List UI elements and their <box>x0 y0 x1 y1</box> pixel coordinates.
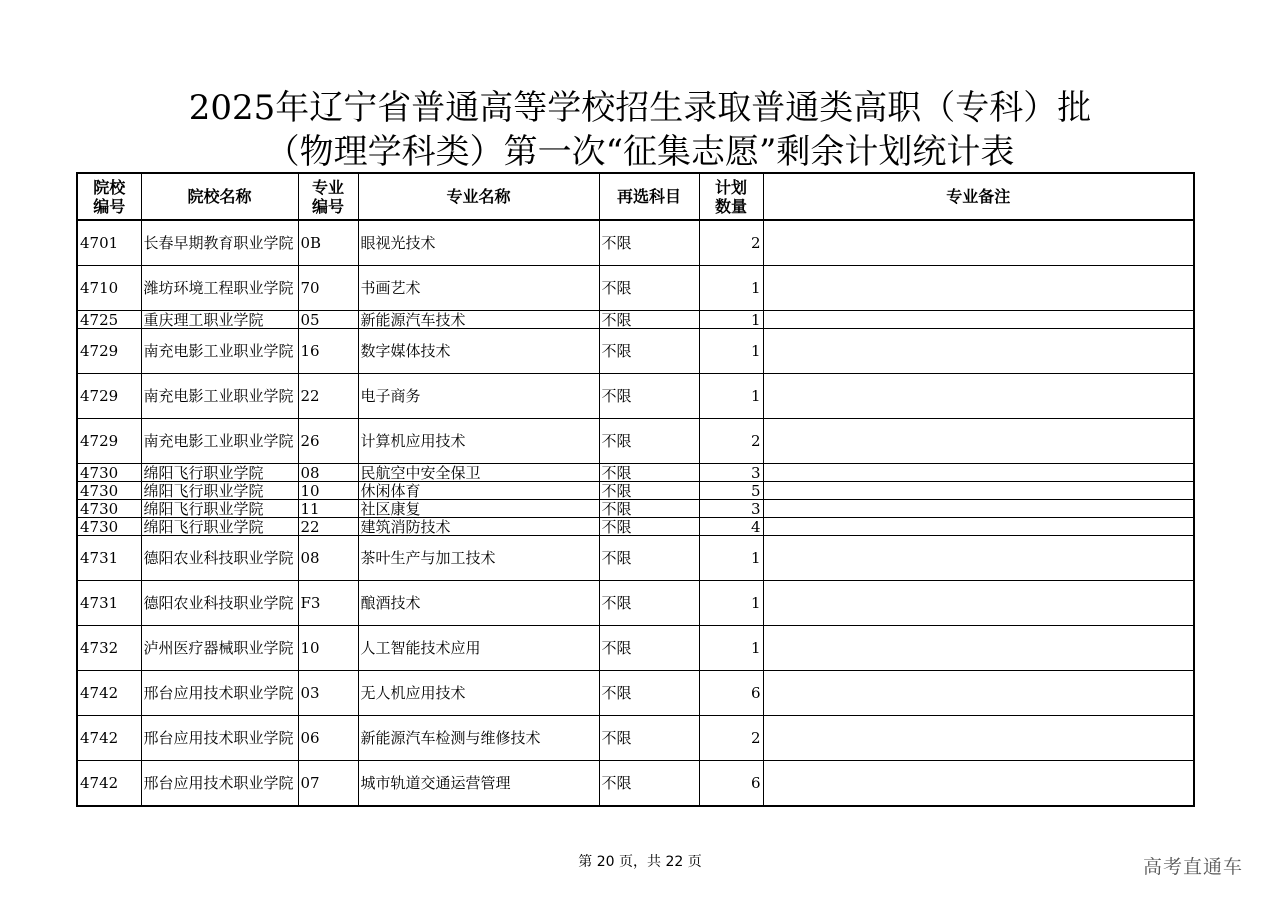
cell-subject: 不限 <box>599 761 699 807</box>
cell-major-code: 0B <box>298 220 358 266</box>
cell-note <box>763 671 1194 716</box>
cell-major-code: 70 <box>298 266 358 311</box>
cell-major-name: 无人机应用技术 <box>358 671 599 716</box>
table-row <box>77 626 1194 671</box>
cell-school-code: 4725 <box>77 311 141 329</box>
cell-school-name: 重庆理工职业学院 <box>141 311 298 329</box>
cell-school-name: 潍坊环境工程职业学院 <box>141 266 298 311</box>
cell-major-code: 22 <box>298 518 358 536</box>
cell-subject: 不限 <box>599 374 699 419</box>
cell-subject: 不限 <box>599 266 699 311</box>
cell-school-name: 邢台应用技术职业学院 <box>141 716 298 761</box>
cell-major-code: 10 <box>298 482 358 500</box>
cell-school-code: 4701 <box>77 220 141 266</box>
cell-plan: 1 <box>699 311 763 329</box>
cell-major-name: 眼视光技术 <box>358 220 599 266</box>
header-major-name: 专业名称 <box>358 173 599 220</box>
cell-school-code: 4742 <box>77 761 141 807</box>
cell-subject: 不限 <box>599 464 699 482</box>
cell-major-code: 05 <box>298 311 358 329</box>
cell-plan: 5 <box>699 482 763 500</box>
table-row <box>77 518 1194 536</box>
cell-plan: 2 <box>699 419 763 464</box>
cell-school-code: 4742 <box>77 716 141 761</box>
cell-school-name: 长春早期教育职业学院 <box>141 220 298 266</box>
cell-major-name: 社区康复 <box>358 500 599 518</box>
cell-major-name: 计算机应用技术 <box>358 419 599 464</box>
cell-school-code: 4730 <box>77 482 141 500</box>
table-row <box>77 464 1194 482</box>
cell-subject: 不限 <box>599 626 699 671</box>
cell-school-name: 德阳农业科技职业学院 <box>141 581 298 626</box>
cell-major-name: 酿酒技术 <box>358 581 599 626</box>
table-row <box>77 716 1194 761</box>
cell-school-code: 4731 <box>77 581 141 626</box>
cell-note <box>763 220 1194 266</box>
cell-major-code: 26 <box>298 419 358 464</box>
table-header-row <box>77 173 1194 220</box>
cell-school-code: 4730 <box>77 500 141 518</box>
cell-school-code: 4731 <box>77 536 141 581</box>
cell-plan: 3 <box>699 500 763 518</box>
cell-major-name: 民航空中安全保卫 <box>358 464 599 482</box>
cell-school-name: 南充电影工业职业学院 <box>141 329 298 374</box>
header-school-name: 院校名称 <box>141 173 298 220</box>
cell-subject: 不限 <box>599 329 699 374</box>
cell-note <box>763 374 1194 419</box>
cell-major-name: 休闲体育 <box>358 482 599 500</box>
cell-subject: 不限 <box>599 419 699 464</box>
page-title-line-2: （物理学科类）第一次“征集志愿”剩余计划统计表 <box>265 132 1015 172</box>
cell-note <box>763 464 1194 482</box>
cell-school-name: 绵阳飞行职业学院 <box>141 500 298 518</box>
table-row <box>77 671 1194 716</box>
cell-major-code: 22 <box>298 374 358 419</box>
table-row <box>77 266 1194 311</box>
cell-school-name: 南充电影工业职业学院 <box>141 374 298 419</box>
cell-major-name: 数字媒体技术 <box>358 329 599 374</box>
cell-subject: 不限 <box>599 581 699 626</box>
cell-note <box>763 482 1194 500</box>
cell-plan: 2 <box>699 220 763 266</box>
cell-major-code: 16 <box>298 329 358 374</box>
cell-school-code: 4730 <box>77 518 141 536</box>
cell-plan: 6 <box>699 671 763 716</box>
cell-school-code: 4729 <box>77 374 141 419</box>
cell-note <box>763 266 1194 311</box>
cell-school-code: 4729 <box>77 329 141 374</box>
cell-note <box>763 626 1194 671</box>
cell-note <box>763 761 1194 807</box>
header-subject: 再选科目 <box>599 173 699 220</box>
cell-note <box>763 581 1194 626</box>
cell-school-name: 邢台应用技术职业学院 <box>141 761 298 807</box>
cell-plan: 6 <box>699 761 763 807</box>
cell-major-code: 07 <box>298 761 358 807</box>
cell-subject: 不限 <box>599 482 699 500</box>
cell-note <box>763 716 1194 761</box>
table-row <box>77 581 1194 626</box>
cell-subject: 不限 <box>599 311 699 329</box>
header-major-code: 专业 编号 <box>298 173 358 220</box>
cell-subject: 不限 <box>599 220 699 266</box>
cell-major-code: F3 <box>298 581 358 626</box>
table-row <box>77 419 1194 464</box>
cell-school-name: 邢台应用技术职业学院 <box>141 671 298 716</box>
table-row <box>77 500 1194 518</box>
cell-school-code: 4710 <box>77 266 141 311</box>
cell-major-name: 书画艺术 <box>358 266 599 311</box>
cell-school-name: 绵阳飞行职业学院 <box>141 464 298 482</box>
header-school-code: 院校 编号 <box>77 173 141 220</box>
header-note: 专业备注 <box>763 173 1194 220</box>
plan-table <box>76 172 1195 807</box>
cell-major-name: 茶叶生产与加工技术 <box>358 536 599 581</box>
cell-major-code: 11 <box>298 500 358 518</box>
cell-note <box>763 329 1194 374</box>
cell-school-code: 4730 <box>77 464 141 482</box>
cell-subject: 不限 <box>599 716 699 761</box>
cell-subject: 不限 <box>599 536 699 581</box>
table-row <box>77 761 1194 807</box>
cell-school-name: 德阳农业科技职业学院 <box>141 536 298 581</box>
header-plan: 计划 数量 <box>699 173 763 220</box>
cell-plan: 1 <box>699 626 763 671</box>
table-row <box>77 329 1194 374</box>
cell-plan: 1 <box>699 374 763 419</box>
cell-note <box>763 536 1194 581</box>
cell-major-name: 新能源汽车检测与维修技术 <box>358 716 599 761</box>
cell-major-name: 建筑消防技术 <box>358 518 599 536</box>
cell-major-code: 08 <box>298 464 358 482</box>
cell-major-name: 人工智能技术应用 <box>358 626 599 671</box>
cell-note <box>763 419 1194 464</box>
cell-school-name: 绵阳飞行职业学院 <box>141 482 298 500</box>
cell-subject: 不限 <box>599 500 699 518</box>
cell-school-name: 南充电影工业职业学院 <box>141 419 298 464</box>
cell-note <box>763 311 1194 329</box>
cell-major-code: 06 <box>298 716 358 761</box>
cell-plan: 1 <box>699 329 763 374</box>
cell-note <box>763 518 1194 536</box>
cell-major-name: 电子商务 <box>358 374 599 419</box>
cell-plan: 1 <box>699 581 763 626</box>
table-row <box>77 374 1194 419</box>
cell-plan: 1 <box>699 266 763 311</box>
cell-school-name: 泸州医疗器械职业学院 <box>141 626 298 671</box>
cell-major-code: 08 <box>298 536 358 581</box>
cell-plan: 3 <box>699 464 763 482</box>
watermark-text: 高考直通车 <box>1143 856 1244 878</box>
table-row <box>77 482 1194 500</box>
cell-note <box>763 500 1194 518</box>
page-title-line-1: 2025年辽宁省普通高等学校招生录取普通类高职（专科）批 <box>188 88 1092 128</box>
table-row <box>77 311 1194 329</box>
cell-major-code: 10 <box>298 626 358 671</box>
cell-plan: 2 <box>699 716 763 761</box>
table-row <box>77 536 1194 581</box>
cell-subject: 不限 <box>599 518 699 536</box>
cell-major-name: 城市轨道交通运营管理 <box>358 761 599 807</box>
cell-school-code: 4732 <box>77 626 141 671</box>
cell-plan: 4 <box>699 518 763 536</box>
cell-plan: 1 <box>699 536 763 581</box>
cell-major-name: 新能源汽车技术 <box>358 311 599 329</box>
cell-subject: 不限 <box>599 671 699 716</box>
cell-school-code: 4742 <box>77 671 141 716</box>
cell-major-code: 03 <box>298 671 358 716</box>
table-row <box>77 220 1194 266</box>
cell-school-code: 4729 <box>77 419 141 464</box>
cell-school-name: 绵阳飞行职业学院 <box>141 518 298 536</box>
page-number: 第 20 页，共 22 页 <box>578 854 702 870</box>
